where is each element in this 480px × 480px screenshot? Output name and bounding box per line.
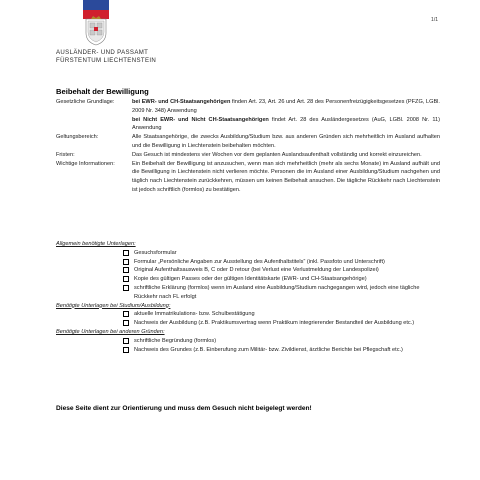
section-heading-other: Benötigte Unterlagen bei anderen Gründen: xyxy=(56,328,165,335)
info-value: Ein Beibehalt der Bewilligung ist anzusuchen, wenn man sich mehrheitlich (mehr als sechs Monate) im Ausland aufhält und die Bewilligung in Liechtenstein nicht verlieren möchte. Personen die im Ausland einer Ausbildung/Studium nachgehen und täglich nach Liechtenstein zurückkehren, müssen um keinen Beibehalt ansuchen. Die tägliche Rückkehr nach Liechtenstein ist jedoch schriftlich (formlos) zu bestätigen. xyxy=(132,160,440,193)
document-title: Beibehalt der Bewilligung xyxy=(56,87,149,96)
page-number: 1/1 xyxy=(431,17,438,23)
checkbox[interactable] xyxy=(123,285,129,291)
checklist-item xyxy=(56,346,436,355)
checklist-item-text: schriftliche Begründung (formlos) xyxy=(134,337,217,344)
checkbox[interactable] xyxy=(123,267,129,273)
checklist-item xyxy=(56,266,436,275)
checklist-item-text: Formular „Persönliche Angaben zur Ausstellung des Aufenthaltstitels“ (inkl. Passfoto und Unterschrift) xyxy=(134,258,385,265)
checklist-item-text: Original Aufenthaltsausweis B, C oder D retour (bei Verlust eine Verlustmeldung der Landespolizei) xyxy=(134,267,379,274)
checkbox[interactable] xyxy=(123,320,129,326)
checklist-item-text: aktuelle Immatrikulations- bzw. Schulbestätigung xyxy=(134,311,255,318)
checklist-item-text: Kopie des gültigen Passes oder der gültigen Identitätskarte (EWR- und CH-Staatsangehörige) xyxy=(134,276,367,283)
liechtenstein-crest-logo xyxy=(83,0,109,46)
org-name-line1: AUSLÄNDER- UND PASSAMT xyxy=(56,49,149,56)
checklist-item xyxy=(56,310,436,319)
legal-basis-non-ewr-text: findet Art. 28 des Ausländergesetzes (AuG, LGBl. 2008 Nr. 11) Anwendung xyxy=(132,116,440,132)
checkbox[interactable] xyxy=(123,338,129,344)
legal-basis-ewr-bold: bei EWR- und CH-Staatsangehörigen xyxy=(132,99,231,105)
info-row-important xyxy=(56,160,440,195)
checklist-item xyxy=(56,275,436,284)
checklist-item xyxy=(56,319,436,328)
checkbox[interactable] xyxy=(123,347,129,353)
info-label: Gesetzliche Grundlage: xyxy=(56,99,115,105)
info-value: Das Gesuch ist mindestens vier Wochen vor dem geplanten Auslandsaufenthalt vollständig und korrekt einzureichen. xyxy=(132,151,422,158)
checklist-item-text: Nachweis des Grundes (z.B. Einberufung zum Militär- bzw. Zivildienst, ärztliche Berichte bei Pflegschaft etc.) xyxy=(134,346,403,353)
checklist-item-text: Nachweis der Ausbildung (z.B. Praktikumsvertrag wenn Praktikum integrierender Bestandteil der Ausbildung etc.) xyxy=(134,320,415,327)
section-heading-general: Allgemein benötigte Unterlagen: xyxy=(56,241,136,247)
orientation-note: Diese Seite dient zur Orientierung und muss dem Gesuch nicht beigelegt werden! xyxy=(56,405,312,412)
checkbox[interactable] xyxy=(123,311,129,317)
checklist-item xyxy=(56,249,436,258)
info-label: Fristen: xyxy=(56,151,75,158)
info-table xyxy=(56,98,440,195)
checkbox[interactable] xyxy=(123,259,129,265)
checklist-item xyxy=(56,258,436,267)
legal-basis-ewr-text: finden Art. 23, Art. 26 und Art. 28 des Personenfreizügigkeitsgesetzes (PFZG, LGBl. 2009 Nr. 348) Anwendung xyxy=(132,99,440,114)
info-value xyxy=(132,98,440,133)
checklist-item xyxy=(56,337,436,346)
checkbox[interactable] xyxy=(123,276,129,282)
info-label: Wichtige Informationen: xyxy=(56,160,115,167)
legal-basis-non-ewr-bold: bei Nicht EWR- und Nicht CH-Staatsangehörigen xyxy=(132,116,269,123)
info-row-legal-basis xyxy=(56,98,440,133)
info-value: Alle Staatsangehörige, die zwecks Ausbildung/Studium bzw. aus anderen Gründen sich mehrheitlich im Ausland aufhalten und die Bewilligung in Liechtenstein beibehalten möchten. xyxy=(132,134,440,149)
checklist-item xyxy=(56,284,436,302)
info-label: Geltungsbereich: xyxy=(56,134,99,141)
checklist-item-text: schriftliche Erklärung (formlos) wenn im Ausland eine Ausbildung/Studium nachgegangen wird, jedoch eine tägliche Rückkehr nach FL erfolgt xyxy=(134,284,420,300)
checklist-item-text: Gesuchsformular xyxy=(134,249,177,256)
required-documents xyxy=(56,240,436,354)
checkbox[interactable] xyxy=(123,250,129,256)
info-row-scope xyxy=(56,133,440,151)
section-heading-study: Benötigte Unterlagen bei Studium/Ausbildung: xyxy=(56,302,171,309)
org-name-line2: FÜRSTENTUM LIECHTENSTEIN xyxy=(56,57,157,64)
info-row-deadlines xyxy=(56,151,440,160)
